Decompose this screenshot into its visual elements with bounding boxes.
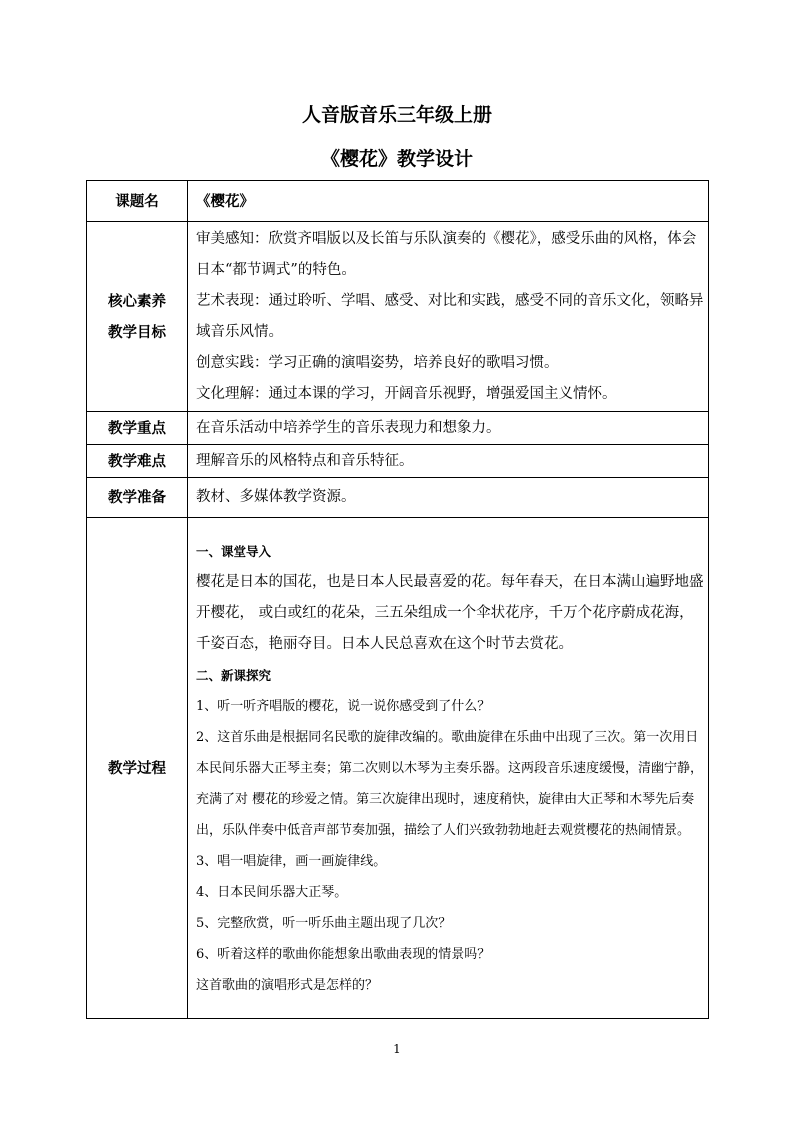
preparation-value: 教材、多媒体教学资源。 <box>188 478 709 518</box>
table-row-difficulties <box>87 445 709 478</box>
explore-item-6: 6、听着这样的歌曲你能想象出歌曲表现的情景吗？ <box>196 946 491 962</box>
key-points-value: 在音乐活动中培养学生的音乐表现力和想象力。 <box>188 412 709 445</box>
lesson-plan-table <box>86 180 709 1019</box>
key-points-label: 教学重点 <box>87 412 188 445</box>
objective-culture: 文化理解：通过本课的学习，开阔音乐视野，增强爱国主义情怀。 <box>196 385 617 402</box>
section-intro-text: 樱花是日本的国花，也是日本人民最喜爱的花。每年春天，在日本满山遍野地盛开樱花， 或白或红的花朵，三五朵组成一个伞状花序，千万个花序蔚成花海，千姿百态，艳丽夺目。日本人民总喜欢在这个时节去赏花。 <box>196 573 704 652</box>
process-label: 教学过程 <box>87 518 188 1019</box>
explore-item-5: 5、完整欣赏，听一听乐曲主题出现了几次？ <box>196 915 452 931</box>
objectives-label-line2: 教学目标 <box>108 323 166 341</box>
table-row-topic <box>87 181 709 222</box>
preparation-label: 教学准备 <box>87 478 188 518</box>
difficulties-value: 理解音乐的风格特点和音乐特征。 <box>188 445 709 478</box>
section-intro-heading: 一、课堂导入 <box>196 543 272 559</box>
explore-item-1: 1、听一听齐唱版的樱花，说一说你感受到了什么？ <box>196 698 491 714</box>
lesson-title: 《樱花》教学设计 <box>320 148 473 170</box>
process-content <box>188 518 709 1019</box>
objectives-content <box>188 222 709 412</box>
page-number: 1 <box>393 1042 401 1056</box>
document-title: 人音版音乐三年级上册 <box>301 104 492 126</box>
explore-item-7: 这首歌曲的演唱形式是怎样的？ <box>196 977 379 993</box>
topic-value: 《樱花》 <box>188 181 709 222</box>
section-explore-heading: 二、新课探究 <box>196 667 272 683</box>
objective-creativity: 创意实践：学习正确的演唱姿势，培养良好的歌唱习惯。 <box>196 354 559 371</box>
table-row-key-points <box>87 412 709 445</box>
explore-item-4: 4、日本民间乐器大正琴。 <box>196 884 348 900</box>
objectives-label-line1: 核心素养 <box>108 292 166 310</box>
objective-expression: 艺术表现：通过聆听、学唱、感受、对比和实践，感受不同的音乐文化，领略异域音乐风情。 <box>196 292 704 340</box>
topic-label: 课题名 <box>87 181 188 222</box>
explore-item-2: 2、这首乐曲是根据同名民歌的旋律改编的。歌曲旋律在乐曲中出现了三次。第一次用日本民间乐器大正琴主奏；第二次则以木琴为主奏乐器。这两段音乐速度缓慢，清幽宁静，充满了对 樱花的珍爱之情。第三次旋律出现时，速度稍快，旋律由大正琴和木琴先后奏出，乐队伴奏中低音声部节奏加强，描绘了人们兴致勃勃地赶去观赏樱花的热闹情景。 <box>196 729 704 838</box>
table-row-objectives <box>87 222 709 412</box>
table-row-preparation <box>87 478 709 518</box>
difficulties-label: 教学难点 <box>87 445 188 478</box>
objectives-label <box>87 222 188 412</box>
explore-item-3: 3、唱一唱旋律，画一画旋律线。 <box>196 853 387 869</box>
objective-aesthetic: 审美感知：欣赏齐唱版以及长笛与乐队演奏的《樱花》，感受乐曲的风格，体会日本“都节调式”的特色。 <box>196 230 697 278</box>
table-row-process <box>87 518 709 1019</box>
